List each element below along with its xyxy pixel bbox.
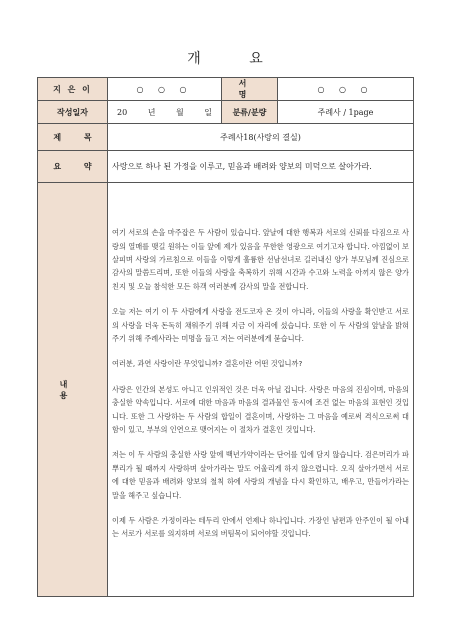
date-label: 작성일자 [38,101,108,124]
content-paragraph: 오늘 저는 여기 이 두 사람에게 사랑을 전도코자 온 것이 아니라, 이들의 사랑을 확인받고 서로의 사랑을 더욱 돈독히 채워주기 위해 지금 이 자리에 섰습니다. 또한 이 두 사람의 앞날을 밝혀주기 위해 주례사라는 미명을 들고 저는 여러분에게 묻습니다. [112,307,409,343]
overview-form [37,77,414,597]
content-body [108,183,414,597]
content-paragraph: 사랑은 인간의 본성도 아니고 인위적인 것은 더욱 아닐 겁니다. 사랑은 마음의 진심이며, 마음의 충실한 약속입니다. 서로에 대한 마음과 마음의 결과물인 동시에 조건 없는 마음의 표현인 것입니다. 또한 그 사랑하는 두 사람의 합일이 결혼이며, 사랑하는 그 마음을 예로써 격식으로써 대함이 있고, 부부의 인연으로 맺어지는 이 절차가 결혼인 것입니다. [112,384,409,435]
author-value: ○ ○ ○ [108,78,222,101]
subject-value: 주례사18(사랑의 결실) [108,124,414,151]
content-paragraph: 저는 이 두 사람의 충실한 사랑 앞에 백년가약이라는 단어를 입에 담지 않습니다. 검은머리가 파뿌리가 될 때까지 사랑하며 살아가라는 말도 어울리게 하지 않으렵니다. 오직 살아가면서 서로에 대한 믿음과 배려와 양보의 철칙 하에 사랑의 개념을 다시 확인하고, 배우고, 만들어가라는 말을 해주고 싶습니다. [112,450,409,500]
content-paragraph: 이제 두 사람은 가정이라는 테두리 안에서 언제나 하나입니다. 가장인 남편과 안주인이 될 아내는 서로가 서로를 의지하며 서로의 버팀목이 되어야할 것입니다. [112,516,409,539]
subject-label: 제 목 [38,124,108,151]
signature-value: ○ ○ ○ [278,78,414,101]
page-title: 개 요 [187,51,285,67]
summary-label: 요 약 [38,151,108,183]
content-paragraph: 여기 서로의 손을 마주잡은 두 사람이 있습니다. 앞날에 대한 행복과 서로의 신뢰를 다짐으로 사랑의 열매를 맺길 원하는 이들 앞에 제가 있음을 무한한 영광으로 여기고자 합니다. 아낌없이 보살피며 사랑의 가르침으로 이들을 이렇게 훌륭한 선남선녀로 길러내신 양가 부모님께 진심으로 감사의 말씀드리며, 또한 이들의 사랑을 축복하기 위해 시간과 수고와 노력을 아끼지 않은 양가 친지 및 오늘 참석한 모든 하객 여러분께 감사의 말을 전합니다. [112,228,409,291]
category-label: 분류/분량 [222,101,278,124]
content-paragraph: 여러분, 과연 사랑이란 무엇입니까? 결혼이란 어떤 것입니까? [112,359,303,369]
content-label: 내 용 [38,183,108,597]
author-label: 지 은 이 [38,78,108,101]
date-value: 20 년 월 일 [108,101,222,124]
category-value: 주례사 / 1page [278,101,414,124]
signature-label: 서 명 [222,78,278,101]
summary-value: 사랑으로 하나 된 가정을 이루고, 믿음과 배려와 양보의 미덕으로 살아가라. [108,151,414,183]
